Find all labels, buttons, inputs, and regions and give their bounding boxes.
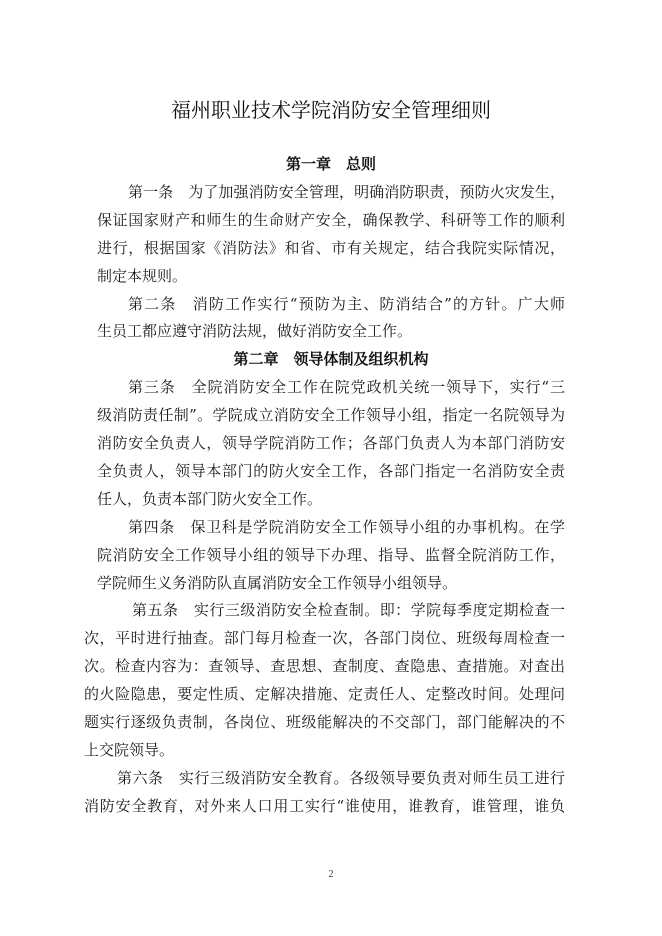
article-line: 第三条 全院消防安全工作在院党政机关统一领导下，实行“三 <box>128 378 565 396</box>
article-line: 制定本规则。 <box>97 267 188 285</box>
article-line: 第一条 为了加强消防安全管理，明确消防职责，预防火灾发生， <box>128 183 565 201</box>
article-line: 题实行逐级负责制，各岗位、班级能解决的不交部门，部门能解决的不 <box>84 713 565 731</box>
article-line: 第四条 保卫科是学院消防安全工作领导小组的办事机构。在学 <box>128 518 565 536</box>
article-line: 次。检查内容为：查领导、查思想、查制度、查隐患、查措施。对查出 <box>84 657 565 675</box>
article-line: 第五条 实行三级消防安全检查制。即：学院每季度定期检查一 <box>132 601 565 619</box>
page-number: 2 <box>328 869 334 880</box>
article-line: 级消防责任制”。学院成立消防安全工作领导小组，指定一名院领导为 <box>97 406 565 424</box>
article-line: 的火险隐患，要定性质、定解决措施、定责任人、定整改时间。处理问 <box>84 685 565 703</box>
article-line: 第二条 消防工作实行“预防为主、防消结合”的方针。广大师 <box>128 295 565 313</box>
article-line: 消防安全负责人，领导学院消防工作；各部门负责人为本部门消防安 <box>97 434 565 452</box>
article-line: 学院师生义务消防队直属消防安全工作领导小组领导。 <box>97 574 458 592</box>
article-line: 院消防安全工作领导小组的领导下办理、指导、监督全院消防工作， <box>97 546 565 564</box>
chapter-heading: 第二章 领导体制及组织机构 <box>233 350 429 368</box>
chapter-heading: 第一章 总则 <box>285 155 376 173</box>
article-line: 上交院领导。 <box>84 741 175 759</box>
article-line: 进行，根据国家《消防法》和省、市有关规定，结合我院实际情况， <box>97 239 565 257</box>
article-line: 任人，负责本部门防火安全工作。 <box>97 490 323 508</box>
article-line: 全负责人，领导本部门的防火安全工作，各部门指定一名消防安全责 <box>97 462 565 480</box>
article-line: 次，平时进行抽查。部门每月检查一次，各部门岗位、班级每周检查一 <box>84 629 565 647</box>
document-title: 福州职业技术学院消防安全管理细则 <box>171 98 491 122</box>
article-line: 生员工都应遵守消防法规，做好消防安全工作。 <box>97 322 413 340</box>
article-line: 保证国家财产和师生的生命财产安全，确保教学、科研等工作的顺利 <box>97 211 565 229</box>
article-line: 消防安全教育，对外来人口用工实行“谁使用，谁教育，谁管理，谁负 <box>84 797 565 815</box>
article-line: 第六条 实行三级消防安全教育。各级领导要负责对师生员工进行 <box>117 769 565 787</box>
